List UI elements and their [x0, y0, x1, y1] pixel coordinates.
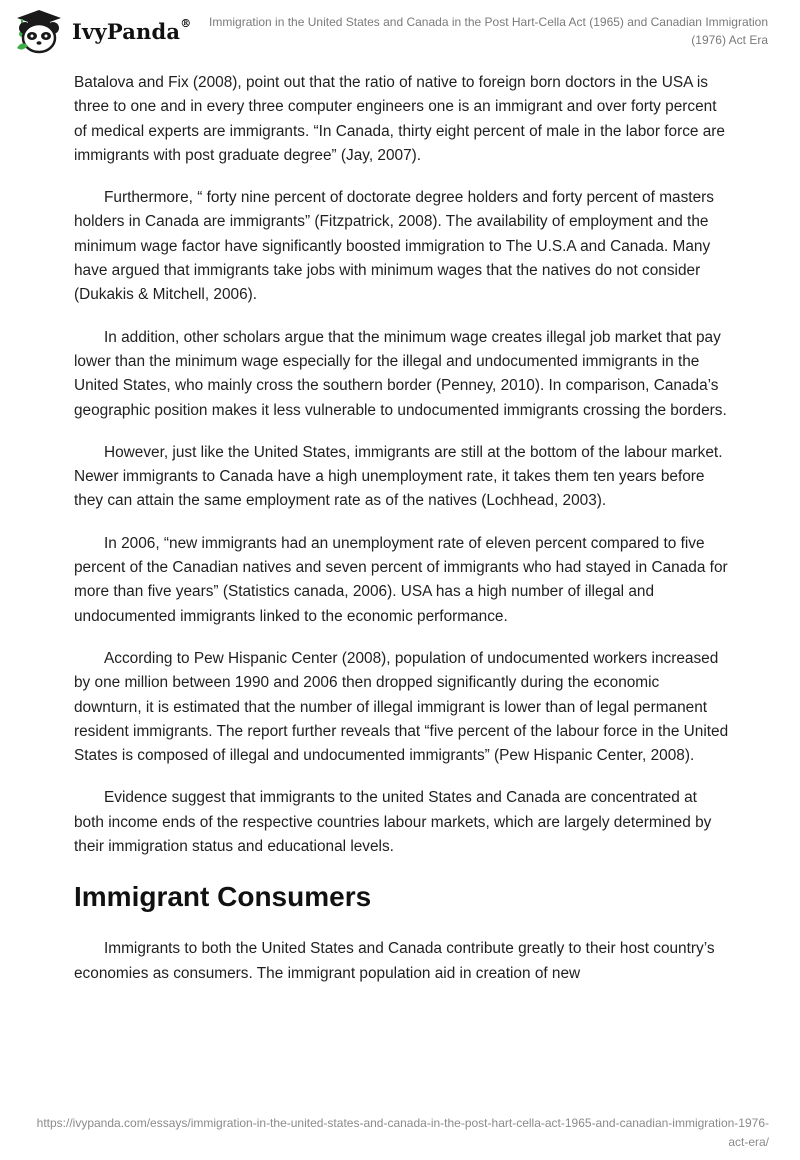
paragraph: Immigrants to both the United States and Canada contribute greatly to their host country’s economies as consumers. The immigrant population aid in creation of new: [74, 940, 715, 982]
paragraph: In 2006, “new immigrants had an unemployment rate of eleven percent compared to five percent of the Canadian natives and seven percent of immigrants who had stayed in Canada for more than five years” (Statistics canada, 2006). USA has a high number of illegal and undocumented immigrants linked to the economic performance.: [74, 534, 728, 625]
paragraph: Batalova and Fix (2008), point out that the ratio of native to foreign born doctors in the USA is three to one and in every three computer engineers one is an immigrant and over forty percent of medical experts are immigrants. “In Canada, thirty eight percent of male in the labor force are immigrants with post graduate degree” (Jay, 2007).: [74, 74, 725, 164]
paragraph: According to Pew Hispanic Center (2008), population of undocumented workers increased by one million between 1990 and 2006 then dropped significantly during the economic downturn, it is estimated that the number of illegal immigrant is lower than of legal permanent resident immigrants. The report further reveals that “five percent of the labour force in the United States is composed of illegal and undocumented immigrants” (Pew Hispanic Center, 2008).: [74, 649, 729, 765]
panda-graduate-icon: [14, 8, 64, 54]
ivypanda-logo[interactable]: [14, 6, 191, 56]
source-url[interactable]: https://ivypanda.com/essays/immigration-in-the-united-states-and-canada-in-the-post-hart-cella-act-1965-and-canadian-immigration-1976-act-era/: [36, 1116, 769, 1149]
paragraph: However, just like the United States, immigrants are still at the bottom of the labour market. Newer immigrants to Canada have a high unemployment rate, it takes them ten years before they can attain the same employment rate as of the natives (Lochhead, 2003).: [74, 443, 723, 510]
paragraph: Furthermore, “ forty nine percent of doctorate degree holders and forty percent of masters holders in Canada are immigrants” (Fitzpatrick, 2008). The availability of employment and the minimum wage factor have significantly boosted immigration to The U.S.A and Canada. Many have argued that immigrants take jobs with minimum wages that the natives do not consider (Dukakis & Mitchell, 2006).: [74, 189, 714, 304]
section-heading: Immigrant Consumers: [74, 881, 372, 913]
paragraph: In addition, other scholars argue that the minimum wage creates illegal job market that pay lower than the minimum wage especially for the illegal and undocumented immigrants in the United States, who mainly cross the southern border (Penney, 2010). In comparison, Canada’s geographic position makes it less vulnerable to undocumented immigrants crossing the borders.: [74, 328, 727, 419]
brand-name: IvyPanda®: [72, 16, 192, 44]
paragraph: Evidence suggest that immigrants to the united States and Canada are concentrated at both income ends of the respective countries labour markets, which are largely determined by their immigration status and educational levels.: [74, 789, 712, 856]
essay-body: [74, 71, 730, 1004]
page-header: [0, 0, 800, 66]
document-title: Immigration in the United States and Canada in the Post Hart-Cella Act (1965) and Canadian Immigration (1976) Act Era: [209, 15, 768, 47]
